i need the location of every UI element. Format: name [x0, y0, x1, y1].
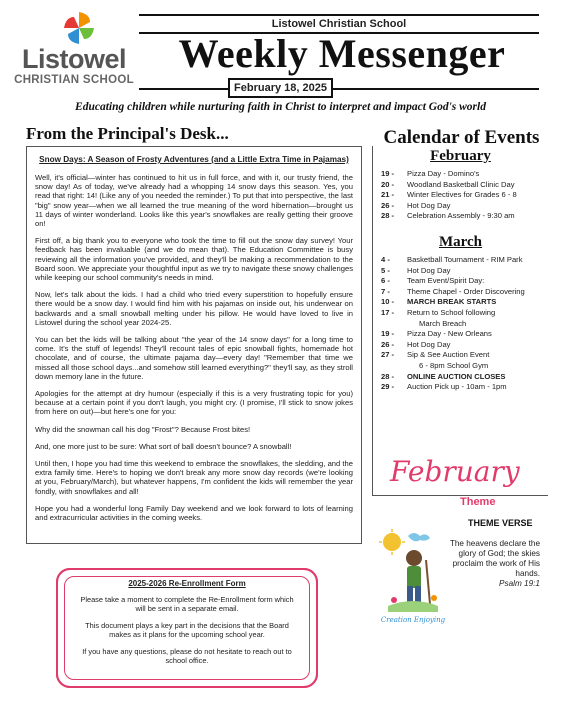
letter-paragraph: Apologies for the attempt at dry humour (especially if this is a very frustrating topic for you) because at a certain point if you don't laugh, you might cry. (I promise, I'll stick to snow jokes from here on out)—but here's one for you:: [35, 389, 353, 417]
calendar-event: [373, 372, 548, 383]
event-date: 19 -: [381, 329, 395, 339]
calendar-event: [373, 287, 548, 298]
calendar-event: [373, 308, 548, 319]
event-text: Sip & See Auction Event: [407, 350, 490, 360]
theme-verse-title: THEME VERSE: [468, 518, 533, 528]
event-text: Hot Dog Day: [407, 200, 451, 210]
letter-paragraph: Until then, I hope you had time this weekend to embrace the snowflakes, the sledding, and the extra family time. Here's to hoping we don't break any more snow day records (we're looking at you, February/March), but whatever happens, I'm confident the kids will remember the year fondly, with snowflakes and all!: [35, 459, 353, 496]
pinwheel-icon: [62, 10, 96, 46]
school-name-bar: Listowel Christian School: [139, 14, 539, 34]
newsletter-title: Weekly Messenger: [178, 31, 506, 76]
calendar-event: [373, 190, 548, 201]
calendar-event: [373, 201, 548, 212]
event-text: Hot Dog Day: [407, 339, 451, 349]
calendar-event: [373, 297, 548, 308]
date-rule: [139, 88, 539, 90]
theme-month-word: February: [390, 455, 520, 488]
calendar-heading: Calendar of Events: [383, 127, 540, 148]
event-text: Theme Chapel - Order Discovering: [407, 286, 525, 296]
event-date: 17 -: [381, 307, 395, 317]
event-date: 26 -: [381, 200, 395, 210]
event-date: 29 -: [381, 382, 395, 392]
event-text: Winter Electives for Grades 6 - 8: [407, 190, 517, 200]
letter-paragraph: Why did the snowman call his dog "Frost"? Because Frost bites!: [35, 424, 251, 434]
calendar-event: [373, 340, 548, 351]
event-text: Celebration Assembly - 9:30 am: [407, 211, 515, 221]
calendar-event: [373, 361, 548, 372]
enrollment-title: 2025-2026 Re-Enrollment Form: [128, 579, 246, 588]
calendar-event: [373, 319, 548, 330]
month-march: March: [438, 233, 483, 250]
event-date: 28 -: [381, 211, 395, 221]
art-caption: Creation Enjoying: [380, 616, 446, 624]
theme-verse: The heavens declare the glory of God; the skies proclaim the work of His hands.: [449, 539, 540, 578]
event-date: 6 -: [381, 276, 390, 286]
calendar-event: [373, 276, 548, 287]
event-text: March Breach: [419, 318, 467, 328]
calendar-event: [373, 382, 548, 393]
letter-body: [35, 173, 353, 522]
event-text: Team Event/Spirit Day:: [407, 276, 485, 286]
event-text: Pizza Day - New Orleans: [407, 329, 492, 339]
calendar-event: [373, 350, 548, 361]
event-text: 6 - 8pm School Gym: [419, 360, 489, 370]
march-events: [373, 255, 548, 393]
calendar-event: [373, 329, 548, 340]
event-date: 21 -: [381, 190, 395, 200]
event-text: ONLINE AUCTION CLOSES: [407, 371, 506, 381]
event-date: 20 -: [381, 179, 395, 189]
theme-illustration: [378, 528, 448, 626]
letter-paragraph: Well, it's official—winter has continued to hit us in full force, and with it, our trusty friend, the snow day! As of today, we've already had a whopping 14 snow days this season. Yes, you read that right: 14! (Like any of you needed the reminder.) To put that into perspective, the last "big" snow year—when we all learned the true meaning of the word hibernation—brought us 11 days of winter wonderland. Looks like this year's snowflakes are really getting their groove on!: [35, 173, 353, 229]
letter-title: Snow Days: A Season of Frosty Adventures (and a Little Extra Time in Pajamas): [39, 155, 349, 164]
event-date: 7 -: [381, 286, 390, 296]
calendar-box: [372, 146, 548, 496]
event-text: Pizza Day - Domino's: [407, 169, 480, 178]
event-date: 19 -: [381, 169, 395, 178]
calendar-event: [373, 211, 548, 222]
letter-paragraph: And, one more just to be sure: What sort of ball doesn't bounce? A snowball!: [35, 441, 292, 451]
event-date: 10 -: [381, 297, 395, 307]
logo-subtitle: CHRISTIAN SCHOOL: [14, 74, 134, 86]
letter-paragraph: You can bet the kids will be talking about "the year of the 14 snow days" for a long time to come. It's the stuff of legends! They'll recount tales of epic snowball fights, homemade hot chocolate, and of course, the ultimate pajama day—every day! "Remember that time we missed all those school days...and somehow still learned everything?" they'll say, as they stroll down memory lane in the future.: [35, 335, 353, 381]
month-february: February: [430, 148, 491, 164]
february-events: [373, 169, 548, 222]
event-text: Basketball Tournament - RIM Park: [407, 254, 523, 264]
logo-name: Listowel: [21, 44, 126, 74]
principal-heading: From the Principal's Desk...: [26, 124, 229, 143]
enrollment-paragraph-2: This document plays a key part in the decisions that the Board makes as it plans for the upcoming school year.: [85, 621, 289, 639]
calendar-event: [373, 180, 548, 191]
event-date: 5 -: [381, 265, 390, 275]
event-text: MARCH BREAK STARTS: [407, 297, 497, 307]
tagline: Educating children while nurturing faith in Christ to interpret and impact God's world: [75, 101, 486, 113]
event-text: Hot Dog Day: [407, 265, 451, 275]
school-logo: [14, 8, 134, 90]
theme-label: Theme: [460, 496, 496, 508]
theme-reference: Psalm 19:1: [499, 579, 540, 588]
event-text: Return to School following: [407, 307, 496, 317]
principal-letter-box: [26, 146, 362, 544]
enrollment-paragraph-3: If you have any questions, please do not hesitate to reach out to school office.: [82, 647, 292, 665]
calendar-event: [373, 266, 548, 277]
issue-date: February 18, 2025: [228, 78, 333, 98]
calendar-event: [373, 169, 548, 180]
event-text: Auction Pick up - 10am - 1pm: [407, 382, 507, 392]
letter-paragraph: Now, let's talk about the kids. I had a child who tried every superstition to hopefully ensure there would be a snow day. I would find him with his pajamas on inside out, his underwear on backwards and a small snowball melting under his pillow. He would have loved to live in Listowel during the school year 2024-25.: [35, 290, 353, 327]
event-text: Woodland Basketball Clinic Day: [407, 179, 515, 189]
letter-paragraph: Hope you had a wonderful long Family Day weekend and we look forward to lots of learning and extracurricular activities in the coming weeks.: [35, 503, 353, 523]
letter-paragraph: First off, a big thank you to everyone who took the time to fill out the snow day survey! Your feedback has been invaluable (and we do mean that). The Education Committee is busy reviewing all the information you've provided, and they'll be making a recommendation to the Board soon. We appreciate your thoughtful input as we try to navigate these snowy challenges while keeping our school community's needs in mind.: [35, 236, 353, 283]
event-date: 28 -: [381, 371, 395, 381]
calendar-event: [373, 255, 548, 266]
event-date: 4 -: [381, 254, 390, 264]
enrollment-paragraph-1: Please take a moment to complete the Re-Enrollment form which will be sent in a separate email.: [80, 595, 294, 613]
event-date: 27 -: [381, 350, 395, 360]
event-date: 26 -: [381, 339, 395, 349]
